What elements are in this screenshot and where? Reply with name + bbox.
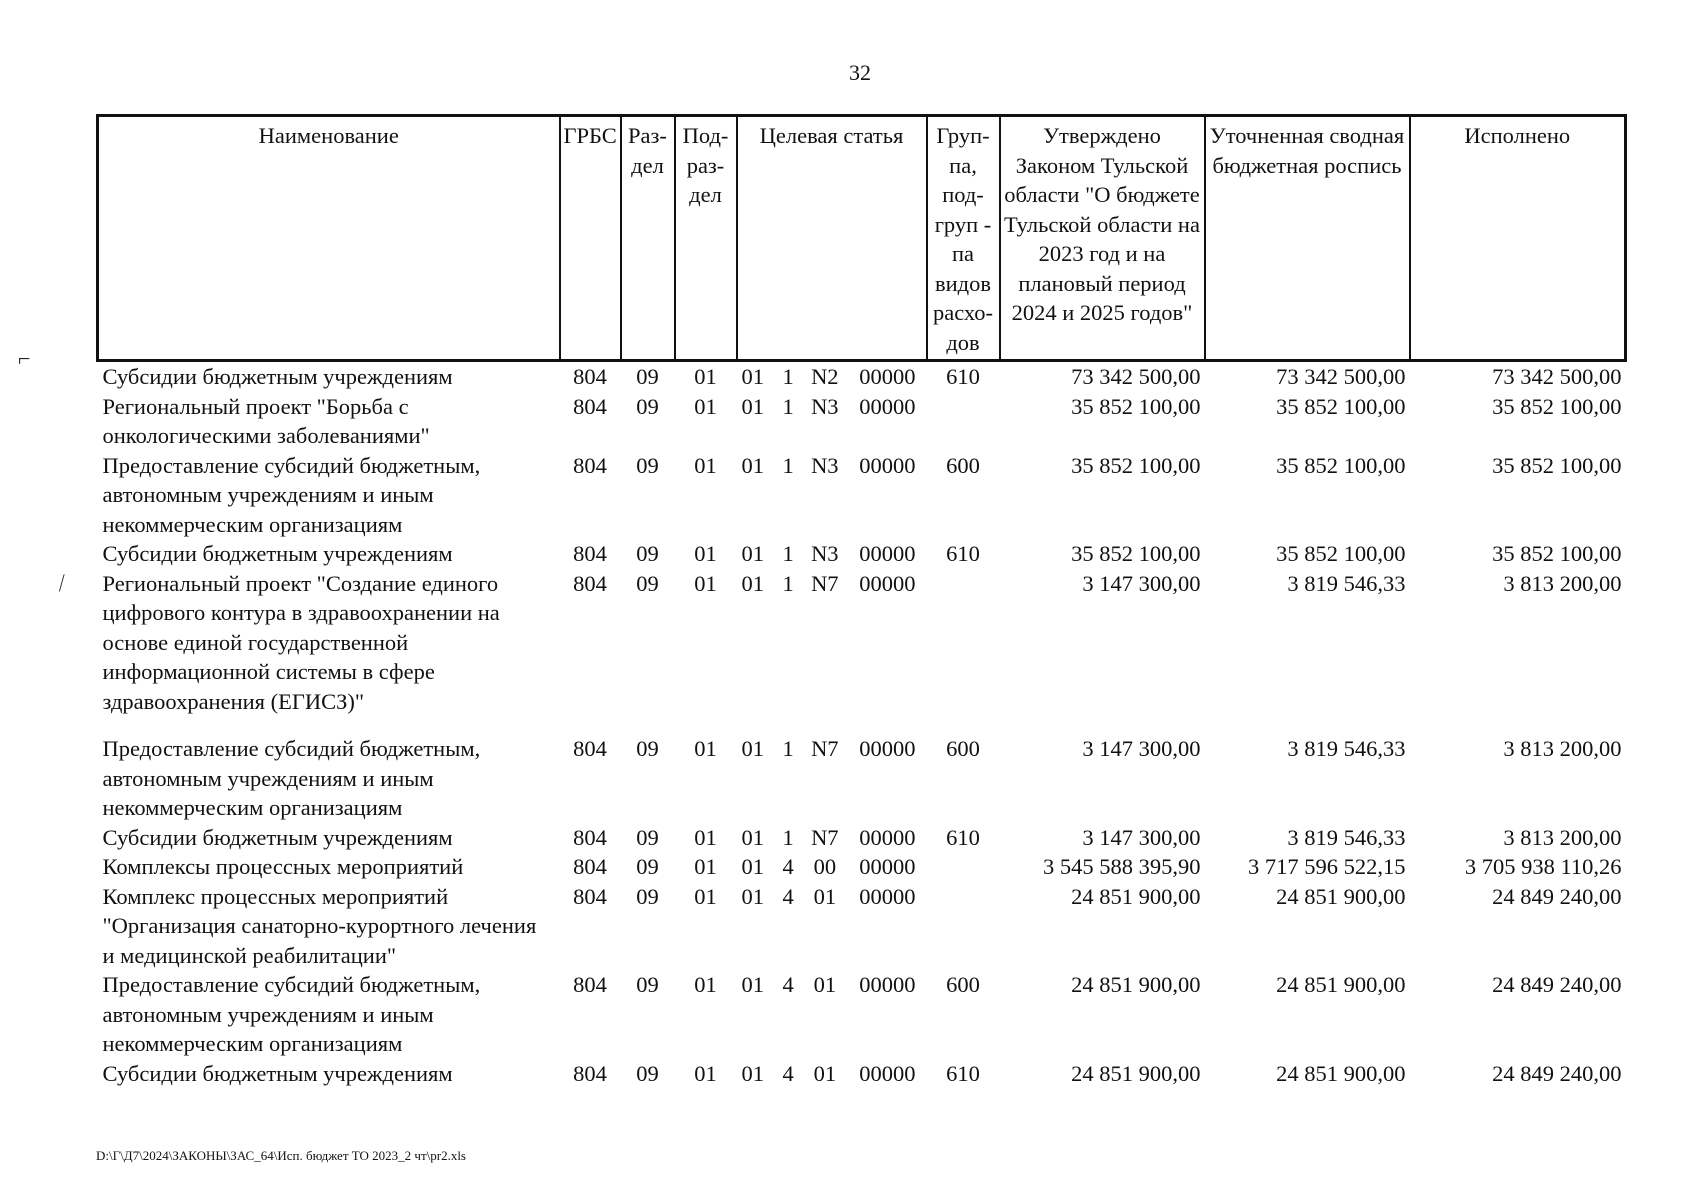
target-code-part: 00000 bbox=[859, 854, 916, 879]
target-code-part: 01 bbox=[741, 541, 764, 566]
row-group bbox=[927, 392, 1000, 451]
row-refined: 35 852 100,00 bbox=[1276, 541, 1406, 566]
table-row bbox=[98, 823, 1626, 853]
target-code-part: N7 bbox=[811, 570, 839, 596]
row-podrazdel: 01 bbox=[694, 736, 717, 761]
row-razdel: 09 bbox=[636, 570, 659, 596]
row-name: Комплекс процессных мероприятий "Организация санаторно-курортного лечения и медицинской реабилитации" bbox=[102, 883, 537, 968]
row-approved: 3 147 300,00 bbox=[1082, 736, 1201, 761]
target-code-part: 01 bbox=[741, 393, 764, 419]
row-executed: 35 852 100,00 bbox=[1492, 541, 1622, 566]
row-refined: 24 851 900,00 bbox=[1276, 883, 1406, 909]
row-name: Региональный проект "Создание единого цифрового контура в здравоохранении на основе единой государственной информационной системы в сфере здравоохранения (ЕГИСЗ)" bbox=[102, 570, 500, 714]
row-name: Предоставление субсидий бюджетным, автономным учреждениям и иным некоммерческим организациям bbox=[102, 972, 481, 1056]
header-refined: Уточненная сводная бюджетная роспись bbox=[1205, 116, 1410, 361]
target-code-part: 01 bbox=[741, 452, 764, 478]
row-target bbox=[737, 1059, 927, 1089]
row-executed: 24 849 240,00 bbox=[1492, 972, 1622, 997]
row-grbs: 804 bbox=[573, 736, 607, 761]
row-podrazdel: 01 bbox=[694, 570, 717, 596]
row-razdel: 09 bbox=[636, 393, 659, 419]
row-group: 610 bbox=[946, 1060, 980, 1086]
target-code-part: 00000 bbox=[859, 736, 916, 761]
table-row bbox=[98, 451, 1626, 540]
row-name: Предоставление субсидий бюджетным, автономным учреждениям и иным некоммерческим организациям bbox=[102, 736, 481, 820]
target-code-part: 01 bbox=[741, 972, 764, 997]
row-executed: 35 852 100,00 bbox=[1492, 393, 1622, 419]
row-executed: 3 705 938 110,26 bbox=[1464, 854, 1622, 879]
row-approved: 3 147 300,00 bbox=[1082, 570, 1201, 596]
budget-table bbox=[96, 114, 1627, 1088]
row-grbs: 804 bbox=[573, 393, 607, 419]
row-razdel: 09 bbox=[636, 854, 659, 879]
target-code-part: 01 bbox=[741, 1060, 764, 1086]
row-name: Региональный проект "Борьба с онкологическими заболеваниями" bbox=[102, 393, 430, 448]
target-code-part: 1 bbox=[782, 452, 794, 478]
row-grbs: 804 bbox=[573, 1060, 607, 1086]
header-grbs: ГРБС bbox=[560, 116, 621, 361]
header-name: Наименование bbox=[98, 116, 560, 361]
target-code-part: 00000 bbox=[859, 570, 916, 596]
target-code-part: N7 bbox=[811, 824, 839, 850]
row-group: 600 bbox=[946, 736, 980, 761]
row-razdel: 09 bbox=[636, 736, 659, 761]
row-grbs: 804 bbox=[573, 972, 607, 997]
row-refined: 24 851 900,00 bbox=[1276, 1060, 1406, 1086]
row-executed: 35 852 100,00 bbox=[1492, 452, 1622, 478]
row-podrazdel: 01 bbox=[694, 854, 717, 879]
row-target bbox=[737, 392, 927, 451]
row-grbs: 804 bbox=[573, 824, 607, 850]
row-podrazdel: 01 bbox=[694, 541, 717, 566]
row-podrazdel: 01 bbox=[694, 824, 717, 850]
row-target bbox=[737, 361, 927, 392]
row-razdel: 09 bbox=[636, 972, 659, 997]
row-podrazdel: 01 bbox=[694, 1060, 717, 1086]
row-target bbox=[737, 451, 927, 540]
target-code-part: 01 bbox=[813, 1060, 837, 1086]
target-code-part: 01 bbox=[741, 736, 764, 761]
target-code-part: 1 bbox=[782, 736, 794, 761]
row-target bbox=[737, 734, 927, 823]
row-refined: 73 342 500,00 bbox=[1276, 364, 1406, 389]
row-podrazdel: 01 bbox=[694, 972, 717, 997]
row-approved: 24 851 900,00 bbox=[1071, 1060, 1201, 1086]
margin-tick-mark: ⌐ bbox=[18, 346, 31, 371]
row-name: Комплексы процессных мероприятий bbox=[102, 854, 464, 879]
row-target bbox=[737, 569, 927, 717]
target-code-part: 01 bbox=[741, 570, 764, 596]
row-podrazdel: 01 bbox=[694, 883, 717, 909]
row-approved: 3 545 588 395,90 bbox=[1043, 854, 1201, 879]
row-executed: 73 342 500,00 bbox=[1492, 364, 1622, 389]
table-row bbox=[98, 392, 1626, 451]
margin-check-mark: ⁄ bbox=[55, 570, 68, 595]
row-grbs: 804 bbox=[573, 570, 607, 596]
target-code-part: 4 bbox=[782, 883, 794, 909]
row-refined: 35 852 100,00 bbox=[1276, 393, 1406, 419]
row-name: Субсидии бюджетным учреждениям bbox=[102, 541, 453, 566]
row-razdel: 09 bbox=[636, 364, 659, 389]
row-razdel: 09 bbox=[636, 541, 659, 566]
row-razdel: 09 bbox=[636, 452, 659, 478]
row-refined: 3 819 546,33 bbox=[1287, 736, 1406, 761]
target-code-part: 01 bbox=[741, 824, 764, 850]
target-code-part: 00000 bbox=[859, 364, 916, 389]
row-group: 610 bbox=[946, 824, 980, 850]
target-code-part: N7 bbox=[811, 736, 839, 761]
table-row bbox=[98, 1059, 1626, 1089]
row-grbs: 804 bbox=[573, 854, 607, 879]
target-code-part: 4 bbox=[782, 972, 794, 997]
target-code-part: 01 bbox=[741, 364, 764, 389]
row-group bbox=[927, 852, 1000, 882]
row-refined: 3 819 546,33 bbox=[1287, 570, 1406, 596]
target-code-part: 01 bbox=[741, 883, 764, 909]
row-executed: 24 849 240,00 bbox=[1492, 883, 1622, 909]
row-target bbox=[737, 539, 927, 569]
target-code-part: N2 bbox=[811, 364, 839, 389]
target-code-part: 1 bbox=[782, 393, 794, 419]
target-code-part: 1 bbox=[782, 364, 794, 389]
row-razdel: 09 bbox=[636, 883, 659, 909]
header-razdel: Раз- дел bbox=[621, 116, 675, 361]
table-row bbox=[98, 734, 1626, 823]
row-approved: 73 342 500,00 bbox=[1071, 364, 1201, 389]
row-podrazdel: 01 bbox=[694, 364, 717, 389]
row-executed: 3 813 200,00 bbox=[1503, 570, 1622, 596]
table-body bbox=[98, 361, 1626, 1089]
target-code-part: 1 bbox=[782, 824, 794, 850]
target-code-part: 4 bbox=[782, 1060, 794, 1086]
row-executed: 3 813 200,00 bbox=[1503, 736, 1622, 761]
row-grbs: 804 bbox=[573, 364, 607, 389]
target-code-part: 01 bbox=[741, 854, 764, 879]
target-code-part: 4 bbox=[782, 854, 794, 879]
row-name: Предоставление субсидий бюджетным, автономным учреждениям и иным некоммерческим организациям bbox=[102, 452, 481, 537]
row-spacer bbox=[98, 716, 1626, 734]
target-code-part: N3 bbox=[811, 541, 839, 566]
target-code-part: 01 bbox=[813, 972, 837, 997]
row-grbs: 804 bbox=[573, 541, 607, 566]
row-target bbox=[737, 823, 927, 853]
row-refined: 3 717 596 522,15 bbox=[1248, 854, 1406, 879]
header-target: Целевая статья bbox=[737, 116, 927, 361]
row-refined: 24 851 900,00 bbox=[1276, 972, 1406, 997]
target-code-part: 00000 bbox=[859, 541, 916, 566]
row-razdel: 09 bbox=[636, 824, 659, 850]
page-number: 32 bbox=[849, 60, 871, 85]
target-code-part: 1 bbox=[782, 541, 794, 566]
row-group: 600 bbox=[946, 452, 980, 478]
row-grbs: 804 bbox=[573, 883, 607, 909]
row-approved: 24 851 900,00 bbox=[1071, 883, 1201, 909]
table-row bbox=[98, 361, 1626, 392]
table-row bbox=[98, 569, 1626, 717]
target-code-part: N3 bbox=[811, 452, 839, 478]
row-refined: 35 852 100,00 bbox=[1276, 452, 1406, 478]
row-podrazdel: 01 bbox=[694, 452, 717, 478]
target-code-part: 00000 bbox=[859, 883, 916, 909]
row-refined: 3 819 546,33 bbox=[1287, 824, 1406, 850]
row-target bbox=[737, 970, 927, 1059]
row-name: Субсидии бюджетным учреждениям bbox=[102, 824, 453, 850]
target-code-part: 00000 bbox=[859, 452, 916, 478]
file-path-footer: D:\Г\Д7\2024\ЗАКОНЫ\ЗАС_64\Исп. бюджет ТО 2023_2 чт\pr2.xls bbox=[96, 1148, 466, 1163]
row-target bbox=[737, 882, 927, 971]
header-group: Груп- па, под- груп - па видов расхо- дов bbox=[927, 116, 1000, 361]
row-razdel: 09 bbox=[636, 1060, 659, 1086]
row-approved: 3 147 300,00 bbox=[1082, 824, 1201, 850]
row-group: 610 bbox=[946, 541, 980, 566]
header-approved: Утверждено Законом Тульской области "О бюджете Тульской области на 2023 год и на плановый период 2024 и 2025 годов" bbox=[1000, 116, 1205, 361]
row-group bbox=[927, 569, 1000, 717]
table-row bbox=[98, 539, 1626, 569]
row-approved: 24 851 900,00 bbox=[1071, 972, 1201, 997]
table-row bbox=[98, 882, 1626, 971]
table-header bbox=[98, 116, 1626, 361]
row-group bbox=[927, 882, 1000, 971]
header-executed: Исполнено bbox=[1410, 116, 1626, 361]
row-name: Субсидии бюджетным учреждениям bbox=[102, 364, 453, 389]
target-code-part: 00000 bbox=[859, 972, 916, 997]
row-group: 600 bbox=[946, 972, 980, 997]
table-row bbox=[98, 852, 1626, 882]
row-approved: 35 852 100,00 bbox=[1071, 393, 1201, 419]
target-code-part: 00000 bbox=[859, 824, 916, 850]
row-executed: 24 849 240,00 bbox=[1492, 1060, 1622, 1086]
target-code-part: 01 bbox=[813, 883, 837, 909]
row-executed: 3 813 200,00 bbox=[1503, 824, 1622, 850]
target-code-part: 00000 bbox=[859, 1060, 916, 1086]
row-approved: 35 852 100,00 bbox=[1071, 452, 1201, 478]
table-row bbox=[98, 970, 1626, 1059]
target-code-part: 00 bbox=[813, 854, 837, 879]
row-approved: 35 852 100,00 bbox=[1071, 541, 1201, 566]
row-target bbox=[737, 852, 927, 882]
row-podrazdel: 01 bbox=[694, 393, 717, 419]
header-podrazdel: Под- раз- дел bbox=[675, 116, 737, 361]
row-grbs: 804 bbox=[573, 452, 607, 478]
row-name: Субсидии бюджетным учреждениям bbox=[102, 1060, 453, 1086]
target-code-part: 00000 bbox=[859, 393, 916, 419]
row-group: 610 bbox=[946, 364, 980, 389]
target-code-part: 1 bbox=[782, 570, 794, 596]
target-code-part: N3 bbox=[811, 393, 839, 419]
